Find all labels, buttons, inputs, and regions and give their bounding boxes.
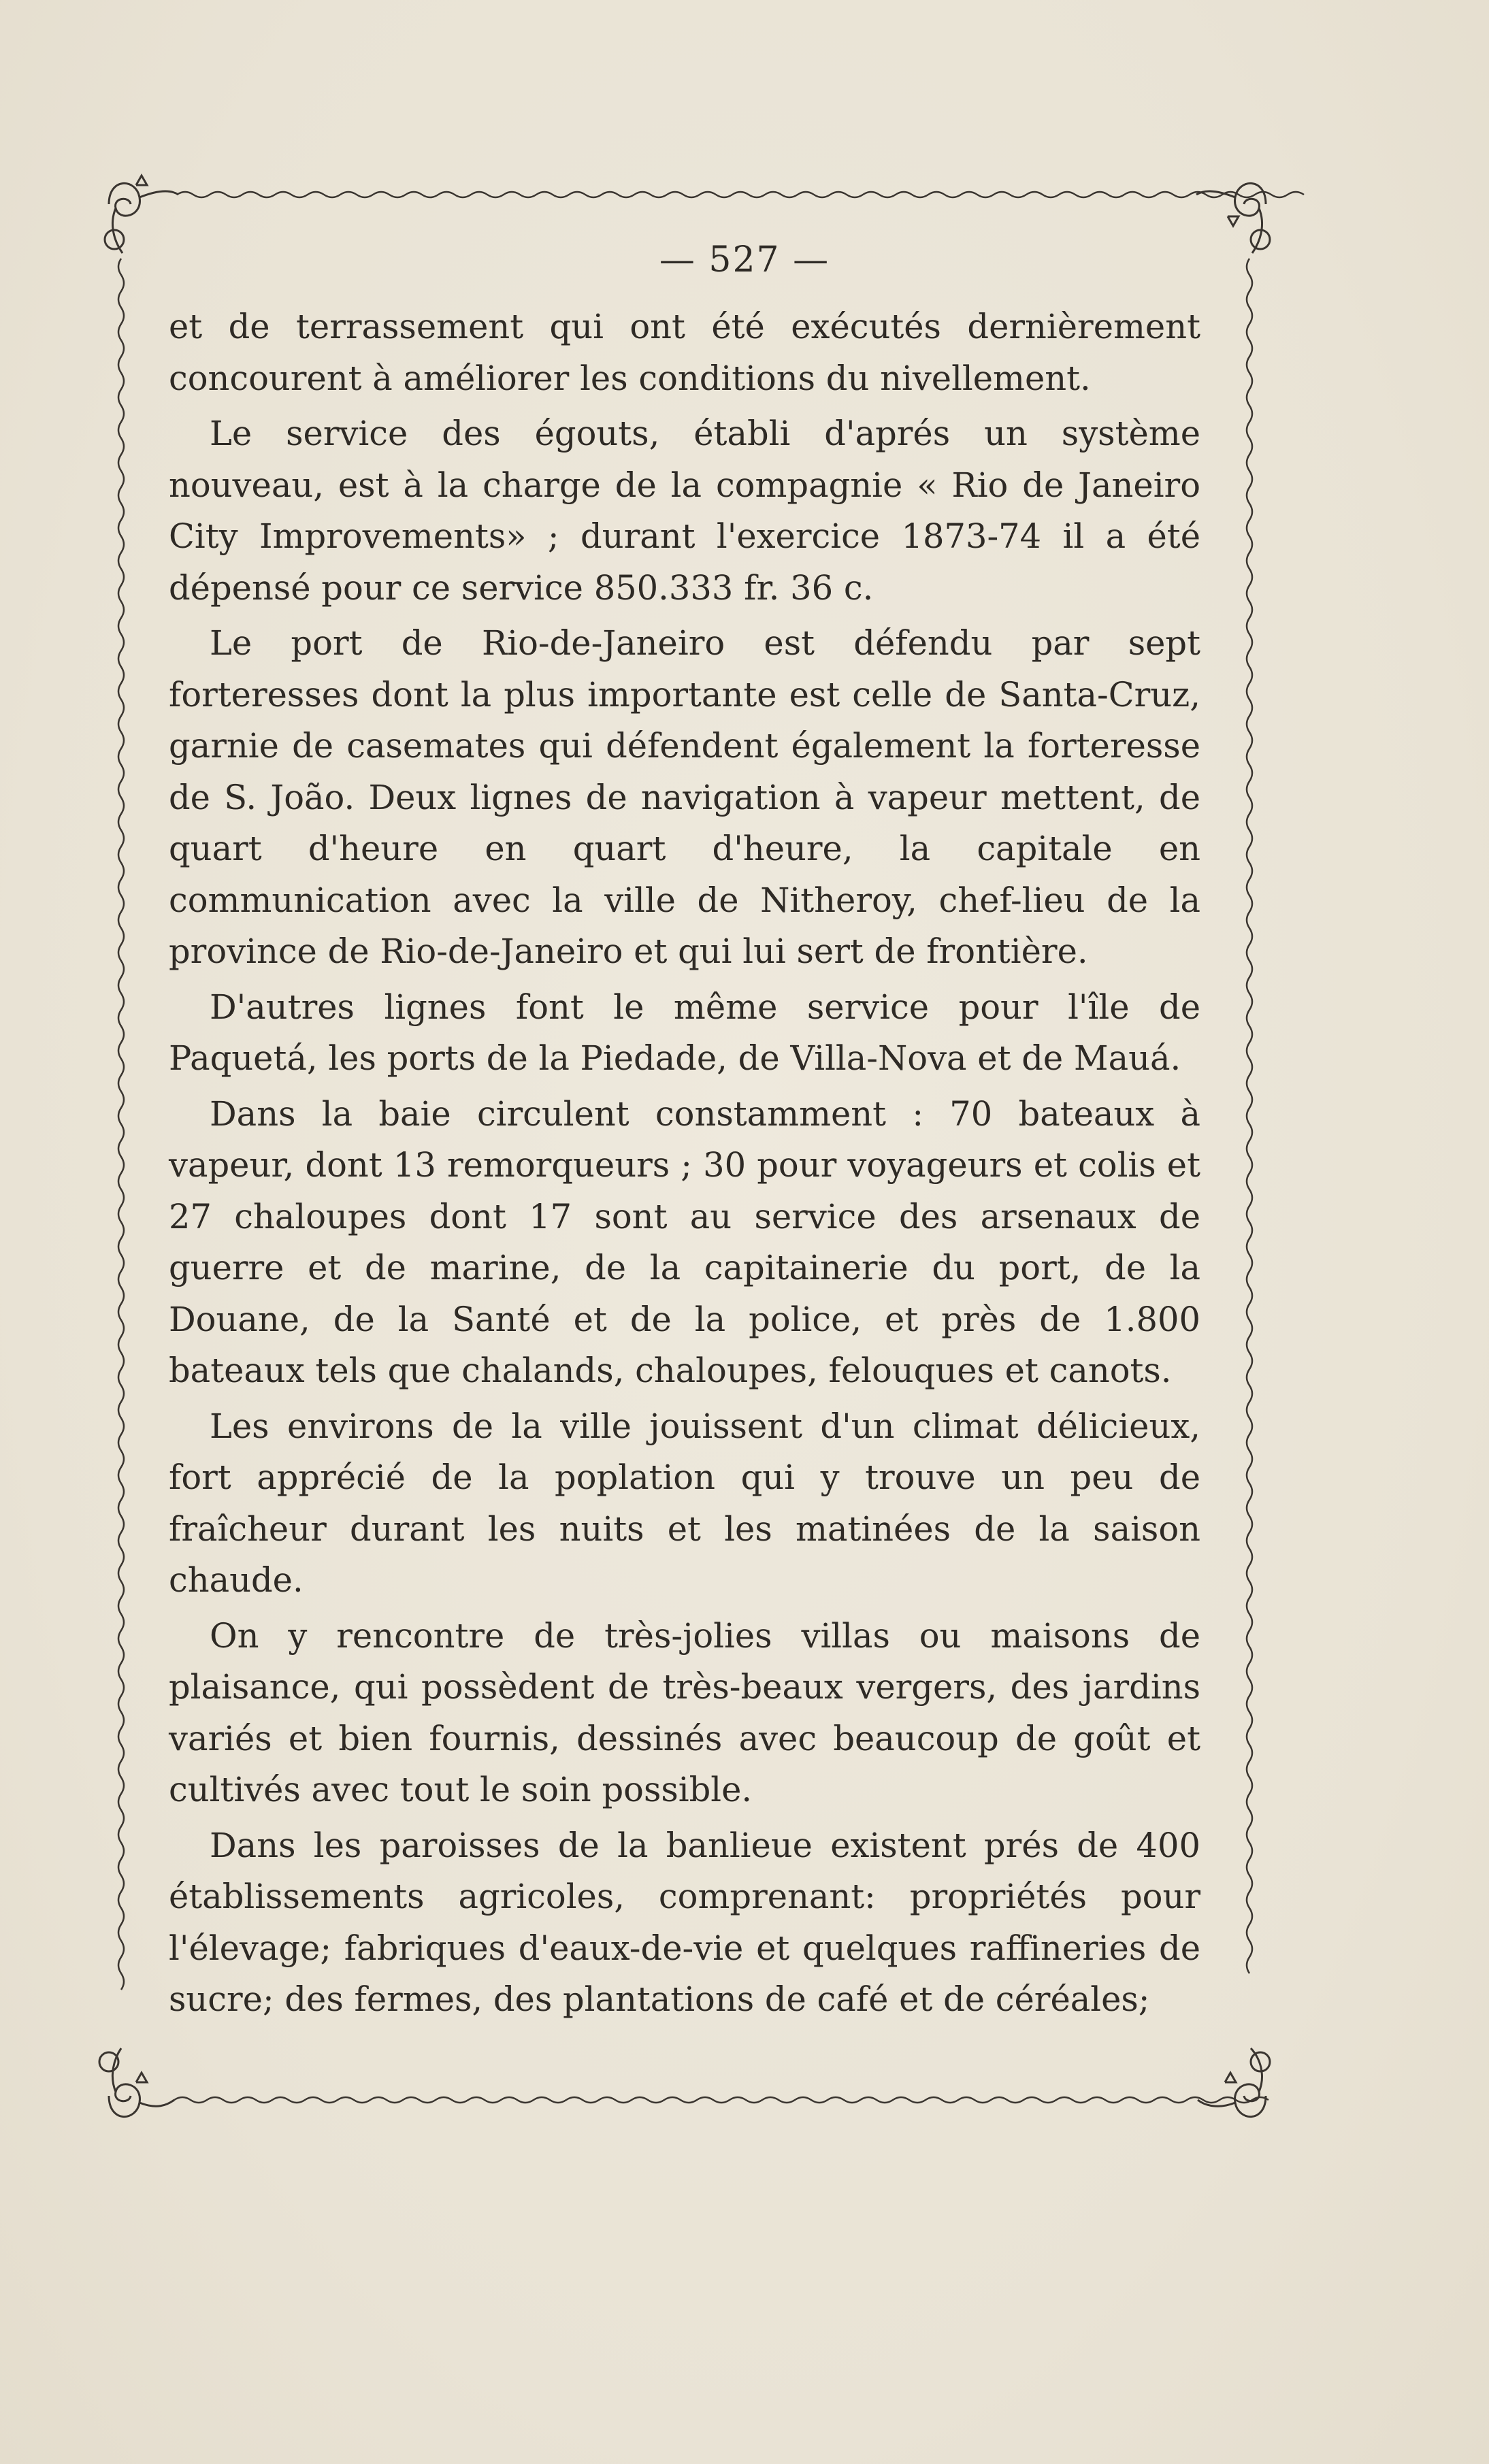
paragraph-3: Le port de Rio-de-Janeiro est défendu par sept forteresses dont la plus importante est celle de Santa-Cruz, garnie de casemates qui défendent également la forteresse de S. João. Deux lignes de navigation à vapeur mettent, de quart d'heure en quart d'heure, la capitale en communication avec la ville de Nitheroy, chef-lieu de la province de Rio-de-Janeiro et qui lui sert de frontière.	[169, 623, 1200, 971]
bottom-wavy-rule	[174, 2097, 1269, 2103]
top-wavy-rule	[177, 192, 1304, 197]
paragraph-6: Les environs de la ville jouissent d'un climat délicieux, fort apprécié de la poplation qui y trouve un peu de fraîcheur durant les nuits et les matinées de la saison chaude.	[169, 1406, 1200, 1600]
paragraph-1: et de terrassement qui ont été exécutés dernièrement concourent à améliorer les conditions du nivellement.	[169, 307, 1200, 398]
paragraph-4: D'autres lignes font le même service pour l'île de Paquetá, les ports de la Piedade, de Villa-Nova et de Mauá.	[169, 987, 1200, 1078]
right-wavy-rule	[1247, 259, 1252, 1973]
paragraph-7: On y rencontre de très-jolies villas ou maisons de plaisance, qui possèdent de très-beaux vergers, des jardins variés et bien fournis, dessinés avec beaucoup de goût et cultivés avec tout le soin possible.	[169, 1615, 1200, 1809]
paragraph-5: Dans la baie circulent constamment : 70 bateaux à vapeur, dont 13 remorqueurs ; 30 pour voyageurs et colis et 27 chaloupes dont 17 sont au service des arsenaux de guerre et de marine, de la capitainerie du port, de la Douane, de la Santé et de la police, et près de 1.800 bateaux tels que chalands, chaloupes, felouques et canots.	[169, 1094, 1200, 1390]
body-text	[169, 301, 1200, 2026]
page-number: — 527 —	[659, 240, 830, 280]
corner-flourish-bottom-left	[99, 2048, 174, 2117]
paragraph-8: Dans les paroisses de la banlieue existent prés de 400 établissements agricoles, comprenant: propriétés pour l'élevage; fabriques d'eaux-de-vie et quelques raffineries de sucre; des fermes, des plantations de café et de céréales;	[169, 1825, 1200, 2019]
left-wavy-rule	[118, 259, 124, 1990]
paragraph-2: Le service des égouts, établi d'aprés un système nouveau, est à la charge de la compagnie « Rio de Janeiro City Improvements» ; durant l'exercice 1873-74 il a été dépensé pour ce service 850.333 fr. 36 c.	[169, 414, 1200, 608]
corner-flourish-bottom-right	[1198, 2048, 1270, 2117]
